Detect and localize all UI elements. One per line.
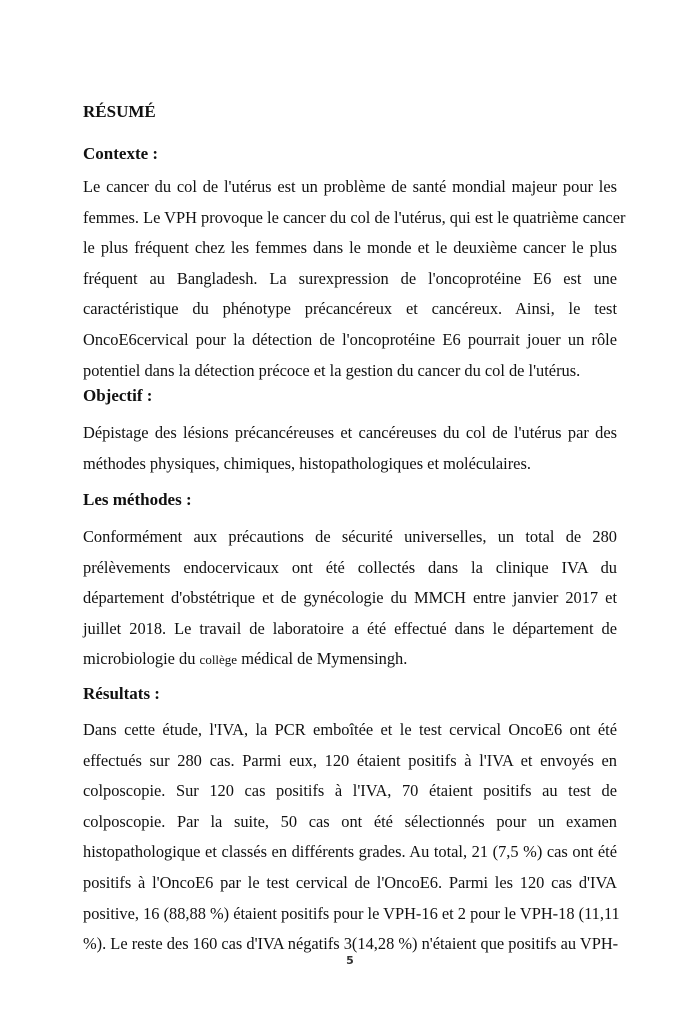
context-line: fréquent au Bangladesh. La surexpression de l'oncoprotéine E6 est une bbox=[83, 268, 617, 288]
results-line: positifs à l'OncoE6 par le test cervical de l'OncoE6. Parmi les 120 cas d'IVA bbox=[83, 872, 617, 892]
context-line: le plus fréquent chez les femmes dans le monde et le deuxième cancer le plus bbox=[83, 238, 617, 258]
methods-line: prélèvements endocervicaux ont été collectés dans la clinique IVA du bbox=[83, 557, 617, 577]
results-paragraph bbox=[83, 715, 620, 960]
results-heading: Résultats : bbox=[83, 684, 160, 703]
objective-line: méthodes physiques, chimiques, histopathologiques et moléculaires. bbox=[83, 453, 531, 473]
page-number: 5 bbox=[346, 954, 354, 967]
context-line: OncoE6cervical pour la détection de l'oncoprotéine E6 pourrait jouer un rôle bbox=[83, 329, 617, 349]
methods-line-end: médical de Mymensingh. bbox=[237, 649, 408, 669]
objective-heading: Objectif : bbox=[83, 386, 153, 405]
context-line: caractéristique du phénotype précancéreux et cancéreux. Ainsi, le test bbox=[83, 299, 617, 319]
context-paragraph bbox=[83, 172, 626, 386]
methods-line-small-word: collège bbox=[199, 652, 238, 668]
context-heading: Contexte : bbox=[83, 144, 159, 163]
results-line: colposcopie. Sur 120 cas positifs à l'IVA, 70 étaient positifs au test de bbox=[83, 781, 617, 801]
methods-line: Conformément aux précautions de sécurité universelles, un total de 280 bbox=[83, 527, 617, 546]
results-line: effectués sur 280 cas. Parmi eux, 120 étaient positifs à l'IVA et envoyés en bbox=[83, 750, 617, 770]
results-line: %). Le reste des 160 cas d'IVA négatifs 3(14,28 %) n'étaient que positifs au VPH- bbox=[83, 934, 619, 954]
methods-line: département d'obstétrique et de gynécologie du MMCH entre janvier 2017 et bbox=[83, 588, 617, 608]
results-line: positive, 16 (88,88 %) étaient positifs pour le VPH-16 et 2 pour le VPH-18 (11,11 bbox=[83, 903, 620, 923]
context-line: Le cancer du col de l'utérus est un problème de santé mondial majeur pour les bbox=[83, 177, 617, 196]
objective-line: Dépistage des lésions précancéreuses et cancéreuses du col de l'utérus par des bbox=[83, 423, 617, 442]
methods-line: juillet 2018. Le travail de laboratoire a été effectué dans le département de bbox=[83, 618, 617, 638]
context-line: potentiel dans la détection précoce et la gestion du cancer du col de l'utérus. bbox=[83, 360, 581, 380]
objective-paragraph bbox=[83, 418, 617, 479]
results-line: histopathologique et classés en différents grades. Au total, 21 (7,5 %) cas ont été bbox=[83, 842, 617, 862]
results-line: Dans cette étude, l'IVA, la PCR emboîtée et le test cervical OncoE6 ont été bbox=[83, 720, 617, 739]
methods-line-start: microbiologie du bbox=[83, 649, 200, 669]
methods-last-line bbox=[83, 644, 617, 675]
context-line: femmes. Le VPH provoque le cancer du col de l'utérus, qui est le quatrième cancer bbox=[83, 207, 626, 227]
methods-heading: Les méthodes : bbox=[83, 490, 192, 509]
methods-paragraph bbox=[83, 522, 617, 675]
results-line: colposcopie. Par la suite, 50 cas ont été sélectionnés pour un examen bbox=[83, 811, 617, 831]
summary-title: RÉSUMÉ bbox=[83, 102, 156, 121]
